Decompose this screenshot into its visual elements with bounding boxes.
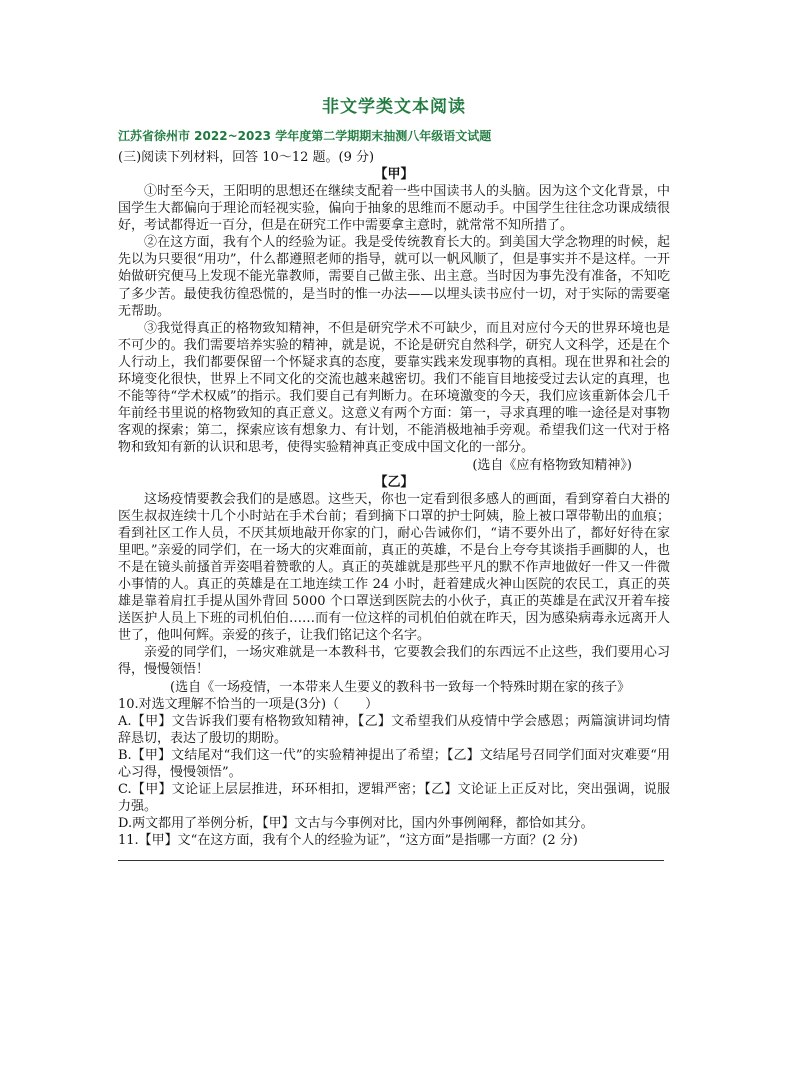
- passage-b-paragraph-1: 这场疫情要教会我们的是感恩。这些天，你也一定看到很多感人的画面，看到穿着白大褂的医生叔叔连续十几个小时站在手术台前；看到摘下口罩的护士阿姨，脸上被口罩带勒出的血痕；看到社区工作人员，不厌其烦地敲开你家的门，耐心告诫你们，“请不要外出了，都好好待在家里吧。”亲爱的同学们，在一场大的灾难面前，真正的英雄，不是台上夸夸其谈指手画脚的人，也不是在镜头前搔首弄姿唱着赞歌的人。真正的英雄就是那些平凡的默不作声地做好一件又一件微小事情的人。真正的英雄是在工地连续工作 24 小时，赶着建成火神山医院的农民工，真正的英雄是靠着肩扛手提从国外背回 5000 个口罩送到医院去的小伙子，真正的英雄是在武汉开着车接送医护人员上下班的司机伯伯……而有一位这样的司机伯伯就在昨天，因为感染病毒永远离开人世了，他叫何辉。亲爱的孩子，让我们铭记这个名字。: [118, 491, 670, 644]
- question-10-option-b: B.【甲】文结尾对“我们这一代”的实验精神提出了希望；【乙】文结尾号召同学们面对灾难要“用心习得，慢慢领悟”。: [118, 747, 670, 780]
- question-10-option-c: C.【甲】文论证上层层推进，环环相扣，逻辑严密；【乙】文论证上正反对比，突出强调，说服力强。: [118, 782, 670, 815]
- question-11-stem: 11.【甲】文“在这方面，我有个人的经验为证”，“这方面”是指哪一方面？(2 分): [118, 833, 578, 849]
- passage-a-paragraph-2: ②在这方面，我有个人的经验为证。我是受传统教育长大的。到美国大学念物理的时候，起先以为只要很“用功”，什么都遵照老师的指导，就可以一帆风顺了，但是事实并不是这样。一开始做研究便马上发现不能光靠教师，需要自己做主张、出主意。当时因为事先没有准备，不知吃了多少苦。最使我彷徨恐慌的，是当时的惟一办法——以埋头读书应付一切，对于实际的需要毫无帮助。: [118, 235, 670, 319]
- question-10-stem: 10.对选文理解不恰当的一项是(3分)（ ）: [118, 696, 379, 712]
- answer-line[interactable]: [118, 859, 664, 861]
- passage-a-source: (选自《应有格物致知精神》): [472, 457, 632, 473]
- passage-a-heading: 【甲】: [374, 167, 414, 182]
- passage-b-source: (选自《一场疫情，一本带来人生要义的教科书一致每一个特殊时期在家的孩子》: [170, 679, 631, 695]
- passage-b-paragraph-2: 亲爱的同学们，一场灾难就是一本教科书，它要教会我们的东西远不止这些，我们要用心习得，慢慢领悟！: [118, 645, 670, 678]
- passage-b-heading: 【乙】: [374, 474, 414, 490]
- section-instructions: (三)阅读下列材料，回答 10～12 题。(9 分): [118, 150, 375, 165]
- passage-a-paragraph-1: ①时至今天，王阳明的思想还在继续支配着一些中国读书人的头脑。因为这个文化背景，中国学生大都偏向于理论而轻视实验，偏向于抽象的思维而不愿动手。中国学生往往念功课成绩很好，考试都得近一百分，但是在研究工作中需要拿主意时，就常常不知所措了。: [118, 184, 670, 234]
- document-page: [118, 92, 670, 861]
- document-title: 非文学类文本阅读: [322, 97, 466, 117]
- question-10-option-a: A.【甲】文告诉我们要有格物致知精神，【乙】文希望我们从疫情中学会感恩；两篇演讲词均情辞恳切，表达了殷切的期盼。: [118, 713, 670, 746]
- question-10-option-d: D.两文都用了举例分析，【甲】文古与今事例对比，国内外事例阐释，都恰如其分。: [118, 816, 594, 832]
- passage-a-paragraph-3: ③我觉得真正的格物致知精神，不但是研究学术不可缺少，而且对应付今天的世界环境也是不可少的。我们需要培养实验的精神，就是说，不论是研究自然科学，研究人文科学，还是在个人行动上，我们都要保留一个怀疑求真的态度，要靠实践来发现事物的真相。现在世界和社会的环境变化很快，世界上不同文化的交流也越来越密切。我们不能盲目地接受过去认定的真理，也不能等待“学术权威”的指示。我们要自己有判断力。在环境激变的今天，我们应该重新体会几千年前经书里说的格物致知的真正意义。这意义有两个方面：第一，寻求真理的唯一途径是对事物客观的探索；第二，探索应该有想象力、有计划，不能消极地袖手旁观。希望我们这一代对于格物和致知有新的认识和思考，使得实验精神真正变成中国文化的一部分。: [118, 320, 670, 456]
- exam-subtitle: 江苏省徐州市 2022~2023 学年度第二学期期末抽测八年级语文试题: [118, 129, 492, 143]
